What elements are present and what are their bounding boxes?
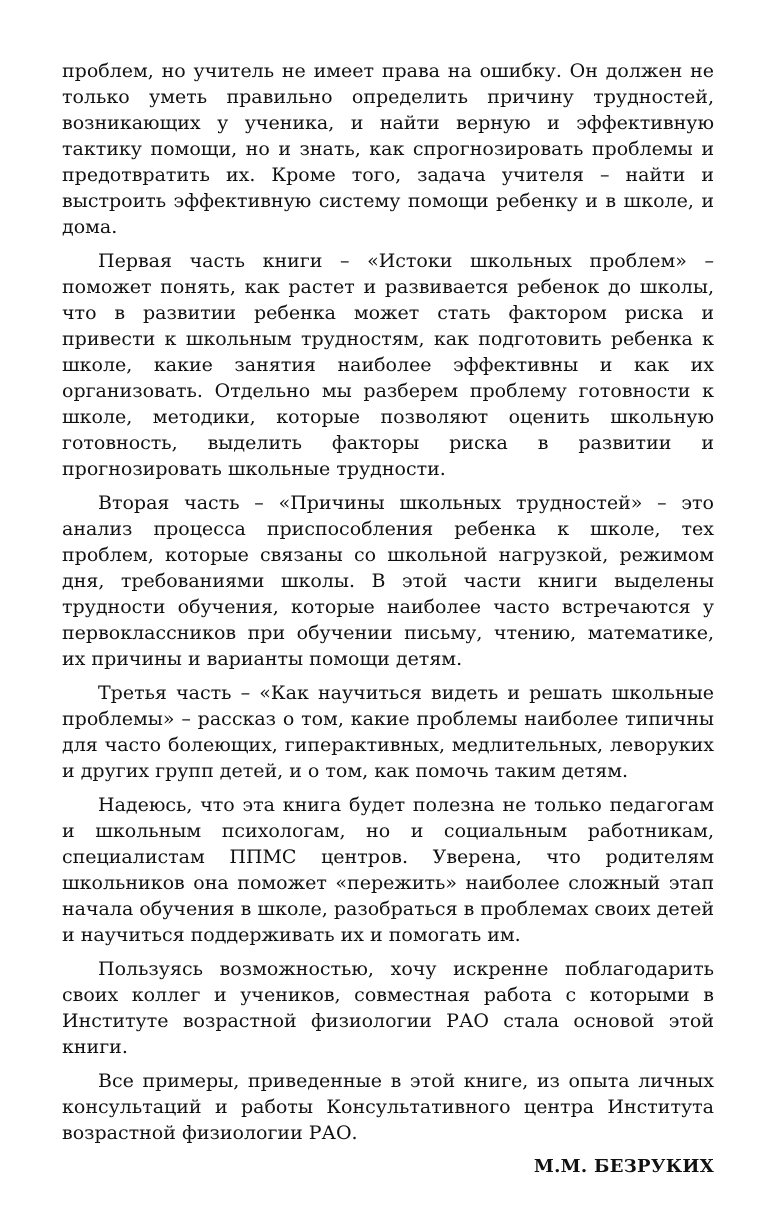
- paragraph-1: проблем, но учитель не имеет права на ошибку. Он должен не только уметь правильно определить причину трудностей, возникающих у ученика, и найти верную и эффективную тактику помощи, но и знать, как спрогнозировать проблемы и предотвратить их. Кроме того, задача учителя – найти и выстроить эффективную систему помощи ребенку и в школе, и дома.: [62, 60, 714, 238]
- author-signature: М.М. БЕЗРУКИХ: [533, 1156, 714, 1177]
- paragraph-2: Первая часть книги – «Истоки школьных проблем» – поможет понять, как растет и развивается ребенок до школы, что в развитии ребенка может стать фактором риска и привести к школьным трудностям, как подготовить ребенка к школе, какие занятия наиболее эффективны и как их организовать. Отдельно мы разберем проблему готовности к школе, методики, которые позволяют оценить школьную готовность, выделить факторы риска в развитии и прогнозировать школьные трудности.: [62, 250, 714, 480]
- paragraph-4: Третья часть – «Как научиться видеть и решать школьные проблемы» – рассказ о том, какие проблемы наиболее типичны для часто болеющих, гиперактивных, медлительных, леворуких и других групп детей, и о том, как помочь таким детям.: [62, 682, 714, 782]
- paragraph-7: Все примеры, приведенные в этой книге, из опыта личных консультаций и работы Консультативного центра Института возрастной физиологии РАО.: [62, 1070, 714, 1144]
- paragraph-3: Вторая часть – «Причины школьных трудностей» – это анализ процесса приспособления ребенка к школе, тех проблем, которые связаны со школьной нагрузкой, режимом дня, требованиями школы. В этой части книги выделены трудности обучения, которые наиболее часто встречаются у первоклассников при обучении письму, чтению, математике, их причины и варианты помощи детям.: [62, 492, 714, 670]
- paragraph-6: Пользуясь возможностью, хочу искренне поблагодарить своих коллег и учеников, совместная работа с которыми в Институте возрастной физиологии РАО стала основой этой книги.: [62, 958, 714, 1058]
- paragraph-5: Надеюсь, что эта книга будет полезна не только педагогам и школьным психологам, но и социальным работникам, специалистам ППМС центров. Уверена, что родителям школьников она поможет «пережить» наиболее сложный этап начала обучения в школе, разобраться в проблемах своих детей и научиться поддерживать их и помогать им.: [62, 794, 714, 946]
- book-page: [62, 58, 714, 1180]
